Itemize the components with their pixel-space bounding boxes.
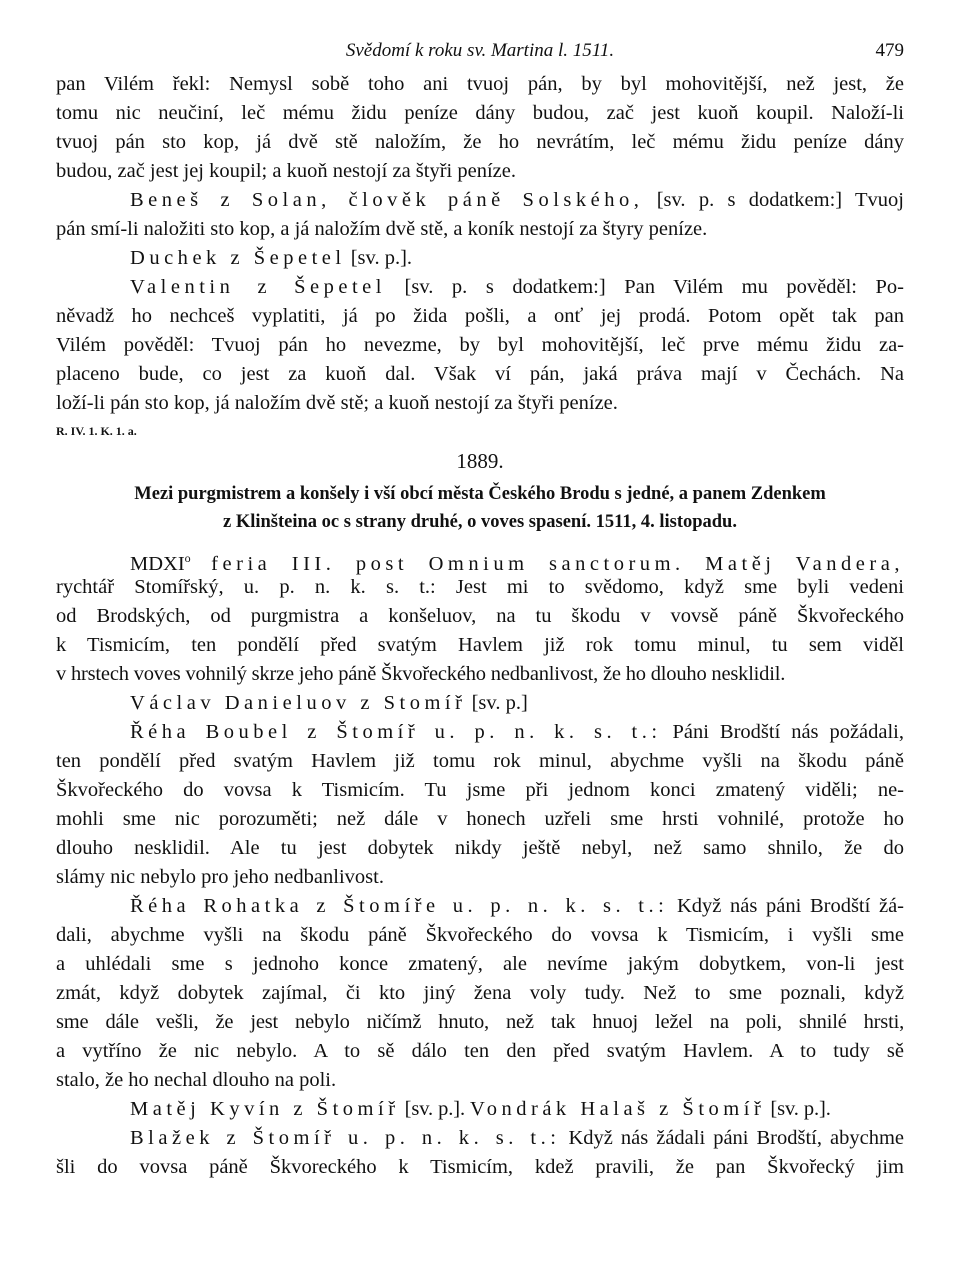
testimony-kyvin-halas	[56, 1095, 904, 1124]
text-line: tvuoj pán sto kop, já dvě stě naložím, že ho nevrátím, leč mému židu peníze dány	[56, 131, 904, 153]
text-line: dlouho nesklidil. Ale tu jest dobytek nikdy ještě nebyl, než samo shnilo, že do	[56, 837, 904, 859]
document-heading-line: z Klinšteina oc s strany druhé, o voves spasení. 1511, 4. listopadu.	[223, 512, 737, 532]
witness-name: Řéha Boubel z Štomíř u. p. n. k. s. t.:	[130, 721, 662, 743]
witness-text: Když nás páni Brodští žá-	[676, 895, 905, 917]
text-line: a vytříno že nic nebylo. A to sě dálo ten den před svatým Havlem. A to tudy sě	[56, 1040, 904, 1062]
testimony-vaclav	[56, 689, 904, 718]
text-line: a uhlédali sme s jednoho konce zmatený, ale nevíme jakým dobytkem, von-li jest	[56, 953, 904, 975]
text-line	[56, 1124, 904, 1153]
page-number: 479	[875, 40, 904, 61]
witness-name: Vondrák Halaš z Štomíř	[470, 1098, 766, 1120]
testimony-blazek	[56, 1124, 904, 1182]
witness-text: Když nás žádali páni Brodští, abychme	[568, 1127, 905, 1149]
witness-name: Valentin z Šepetel	[130, 276, 386, 298]
text-line	[56, 689, 904, 718]
running-title: Svědomí k roku sv. Martina l. 1511.	[345, 40, 615, 61]
witness-note: [sv. p. s dodatkem:] Tvuoj	[656, 189, 904, 211]
testimony-reha-boubel	[56, 718, 904, 892]
text-line: rychtář Stomířský, u. p. n. k. s. t.: Jest mi to svědomo, když sme byli vedeni	[56, 576, 904, 598]
date-line	[56, 544, 904, 573]
witness-note: [sv. p.].	[404, 1098, 465, 1120]
witness-name: Blažek z Štomíř u. p. n. k. s. t.:	[130, 1127, 561, 1149]
text-line: k Tismicím, ten pondělí před svatým Havlem již rok tomu minul, tu sem viděl	[56, 634, 904, 656]
document-heading-line: Mezi purgmistrem a konšely i vší obcí města Českého Brodu s jedné, a panem Zdenkem	[134, 484, 826, 504]
witness-name: Matěj Kyvín z Štomíř	[130, 1098, 400, 1120]
text-line	[56, 244, 904, 273]
witness-name: Duchek z Šepetel	[130, 247, 346, 269]
witness-text: [sv. p. s dodatkem:] Pan Vilém mu pověděl: Po-	[404, 276, 904, 298]
text-line: tomu nic neučiní, leč mému židu peníze dány budou, zač jest kuoň koupil. Naloží-li	[56, 102, 904, 124]
text-line: ten pondělí před svatým Havlem již tomu rok minul, abychme vyšli na škodu páně	[56, 750, 904, 772]
text-line	[56, 186, 904, 215]
page-header	[56, 30, 904, 70]
text-line: budou, zač jest jej koupil; a kuoň nestojí za štyři peníze.	[56, 160, 516, 182]
text-line: šli do vovsa páně Škvoreckého k Tismicím, kdež pravili, že pan Škvořecký jim	[56, 1156, 904, 1178]
text-line: slámy nic nebylo pro jeho nedbanlivost.	[56, 866, 384, 888]
text-line: Škvořeckého do vovsa k Tismicím. Tu jsme při jednom konci zmatený viděli; ne-	[56, 779, 904, 801]
witness-note: [sv. p.].	[770, 1098, 831, 1120]
witness-name: Václav Danieluov z Stomíř	[130, 692, 467, 714]
text-line	[56, 892, 904, 921]
text-line: od Brodských, od purgmistra a konšeluov, na tu škodu v vovsě páně Škvořeckého	[56, 605, 904, 627]
text-line: dali, abychme vyšli na škodu páně Škvořeckého do vovsa k Tismicím, i vyšli sme	[56, 924, 904, 946]
date-superscript: o	[184, 551, 191, 565]
archive-signature: R. IV. 1. K. 1. a.	[56, 424, 137, 438]
text-line	[56, 718, 904, 747]
testimony-reha-rohatka	[56, 892, 904, 1095]
document-number: 1889.	[456, 449, 504, 473]
text-line	[56, 273, 904, 302]
witness-text: Páni Brodští nás požádali,	[672, 721, 905, 743]
spacer	[56, 536, 904, 544]
witness-name: Řéha Rohatka z Štomíře u. p. n. k. s. t.:	[130, 895, 669, 917]
date-roman: MDXI	[130, 552, 185, 575]
text-line: mohli sme nic porozuměti; než dále v honech uzřeli sme hrsti vohnilé, protože ho	[56, 808, 904, 830]
text-line: Vilém pověděl: Tvuoj pán ho nevezme, by byl mohovitější, leč prve mému židu za-	[56, 334, 904, 356]
witness-note: [sv. p.].	[350, 247, 413, 269]
testimony-duchek	[56, 244, 904, 273]
text-line	[56, 1095, 904, 1124]
testimony-vandera	[56, 544, 904, 689]
text-line: loží-li pán sto kop, já naložím dvě stě; a kuoň nestojí za štyři peníze.	[56, 392, 618, 414]
testimony-valentin	[56, 273, 904, 418]
paragraph-vilem	[56, 70, 904, 186]
book-page	[56, 30, 904, 1182]
witness-note: [sv. p.]	[471, 692, 528, 714]
text-line: placeno bude, co jest za kuoň dal. Však ví pán, jaká práva mají v Čechách. Na	[56, 363, 904, 385]
testimony-benes	[56, 186, 904, 244]
witness-name: Beneš z Solan, člověk páně Solského,	[130, 189, 644, 211]
text-line: něvadž ho nechceš vyplatiti, já po žida pošli, a onť jej prodá. Potom opět tak pan	[56, 305, 904, 327]
text-line: zmát, když dobytek zajímal, či kto jiný žena voly tudy. Než to sme poznali, když	[56, 982, 904, 1004]
text-line: sme dále vešli, že jest nebylo ničímž hnuto, než tak hnuoj ležel na poli, shnilé hrsti,	[56, 1011, 904, 1033]
text-line: pán smí-li naložiti sto kop, a já naložím dvě stě, a koník nestojí za štyry peníze.	[56, 218, 708, 240]
text-line: stalo, že ho nechal dlouho na poli.	[56, 1069, 337, 1091]
text-line: pan Vilém řekl: Nemysl sobě toho ani tvuoj pán, by byl mohovitější, než jest, že	[56, 73, 904, 95]
text-line: v hrstech voves vohnilý skrze jeho páně Škvořeckého nedbanlivost, že ho dlouho nesklidil.	[56, 663, 786, 685]
date-text: feria III. post Omnium sanctorum. Matěj Vandera,	[190, 552, 904, 575]
